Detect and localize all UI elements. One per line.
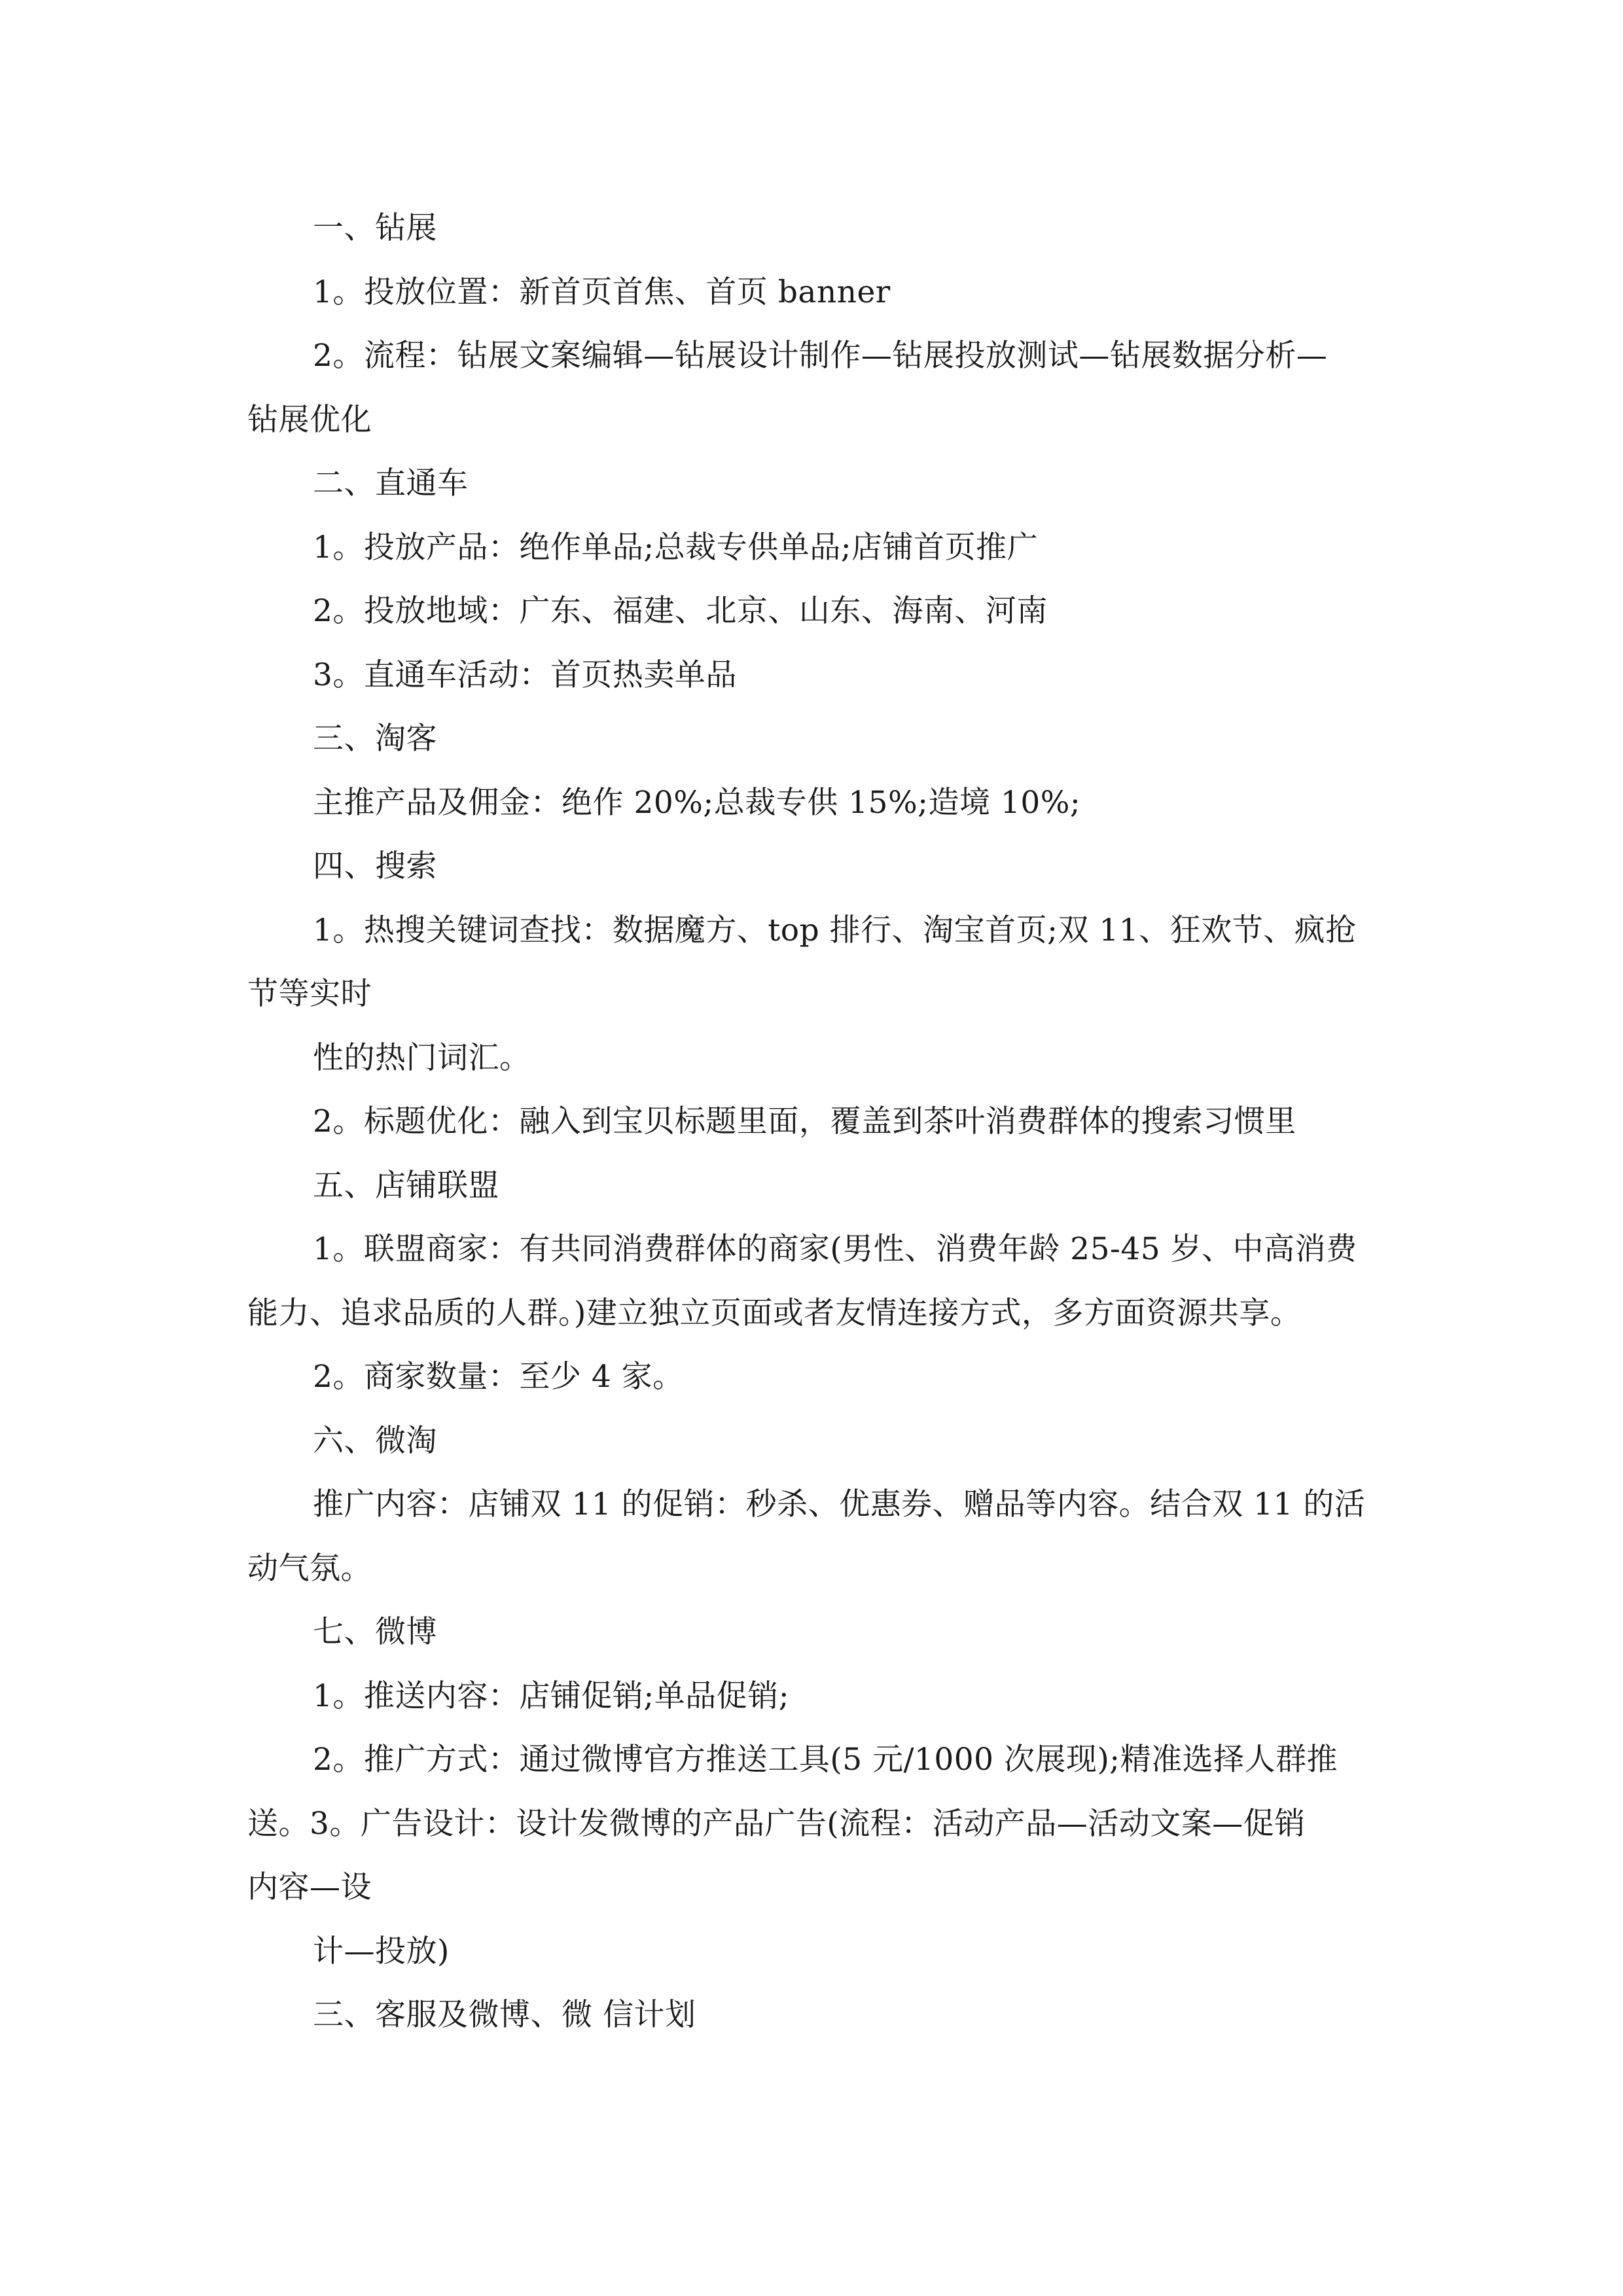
document-line: 三、客服及微博、微 信计划 (313, 1997, 696, 2033)
document-line: 3。直通车活动：首页热卖单品 (313, 656, 737, 693)
document-line: 2。商家数量：至少 4 家。 (313, 1359, 684, 1395)
document-line: 1。推送内容：店铺促销;单品促销; (313, 1677, 790, 1714)
document-line: 1。投放位置：新首页首焦、首页 banner (313, 274, 891, 310)
document-line: 2。流程：钻展文案编辑—钻展设计制作—钻展投放测试—钻展数据分析— (313, 338, 1328, 374)
document-line: 一、钻展 (313, 210, 437, 246)
document-line: 主推产品及佣金：绝作 20%;总裁专供 15%;造境 10%; (313, 784, 1081, 821)
document-line: 计—投放) (313, 1933, 450, 1969)
document-line: 1。热搜关键词查找：数据魔方、top 排行、淘宝首页;双 11、狂欢节、疯抢 (313, 912, 1357, 948)
document-line: 节等实时 (247, 976, 372, 1012)
document-line: 四、搜索 (313, 848, 437, 884)
document-line: 1。联盟商家：有共同消费群体的商家(男性、消费年龄 25-45 岁、中高消费 (313, 1231, 1357, 1267)
document-line: 五、店铺联盟 (313, 1167, 499, 1204)
document-line: 1。投放产品：绝作单品;总裁专供单品;店铺首页推广 (313, 529, 1039, 565)
document-line: 2。投放地域：广东、福建、北京、山东、海南、河南 (313, 593, 1048, 629)
document-line: 六、微淘 (313, 1422, 437, 1459)
document-line: 二、直通车 (313, 465, 469, 501)
document-line: 2。标题优化：融入到宝贝标题里面，覆盖到茶叶消费群体的搜索习惯里 (313, 1103, 1296, 1139)
document-line: 送。3。广告设计：设计发微博的产品广告(流程：活动产品—活动文案—促销 (247, 1805, 1306, 1842)
document-line: 2。推广方式：通过微博官方推送工具(5 元/1000 次展现);精准选择人群推 (313, 1742, 1338, 1778)
document-body (247, 196, 1383, 2047)
document-line: 性的热门词汇。 (313, 1039, 531, 1076)
document-line: 动气氛。 (247, 1550, 372, 1587)
document-line: 推广内容：店铺双 11 的促销：秒杀、优惠券、赠品等内容。结合双 11 的活 (313, 1486, 1366, 1522)
document-line: 能力、追求品质的人群。)建立独立页面或者友情连接方式，多方面资源共享。 (247, 1295, 1302, 1331)
document-line: 内容—设 (247, 1869, 372, 1905)
document-line: 三、淘客 (313, 721, 437, 757)
document-line: 七、微博 (313, 1614, 437, 1650)
document-line: 钻展优化 (247, 401, 372, 438)
